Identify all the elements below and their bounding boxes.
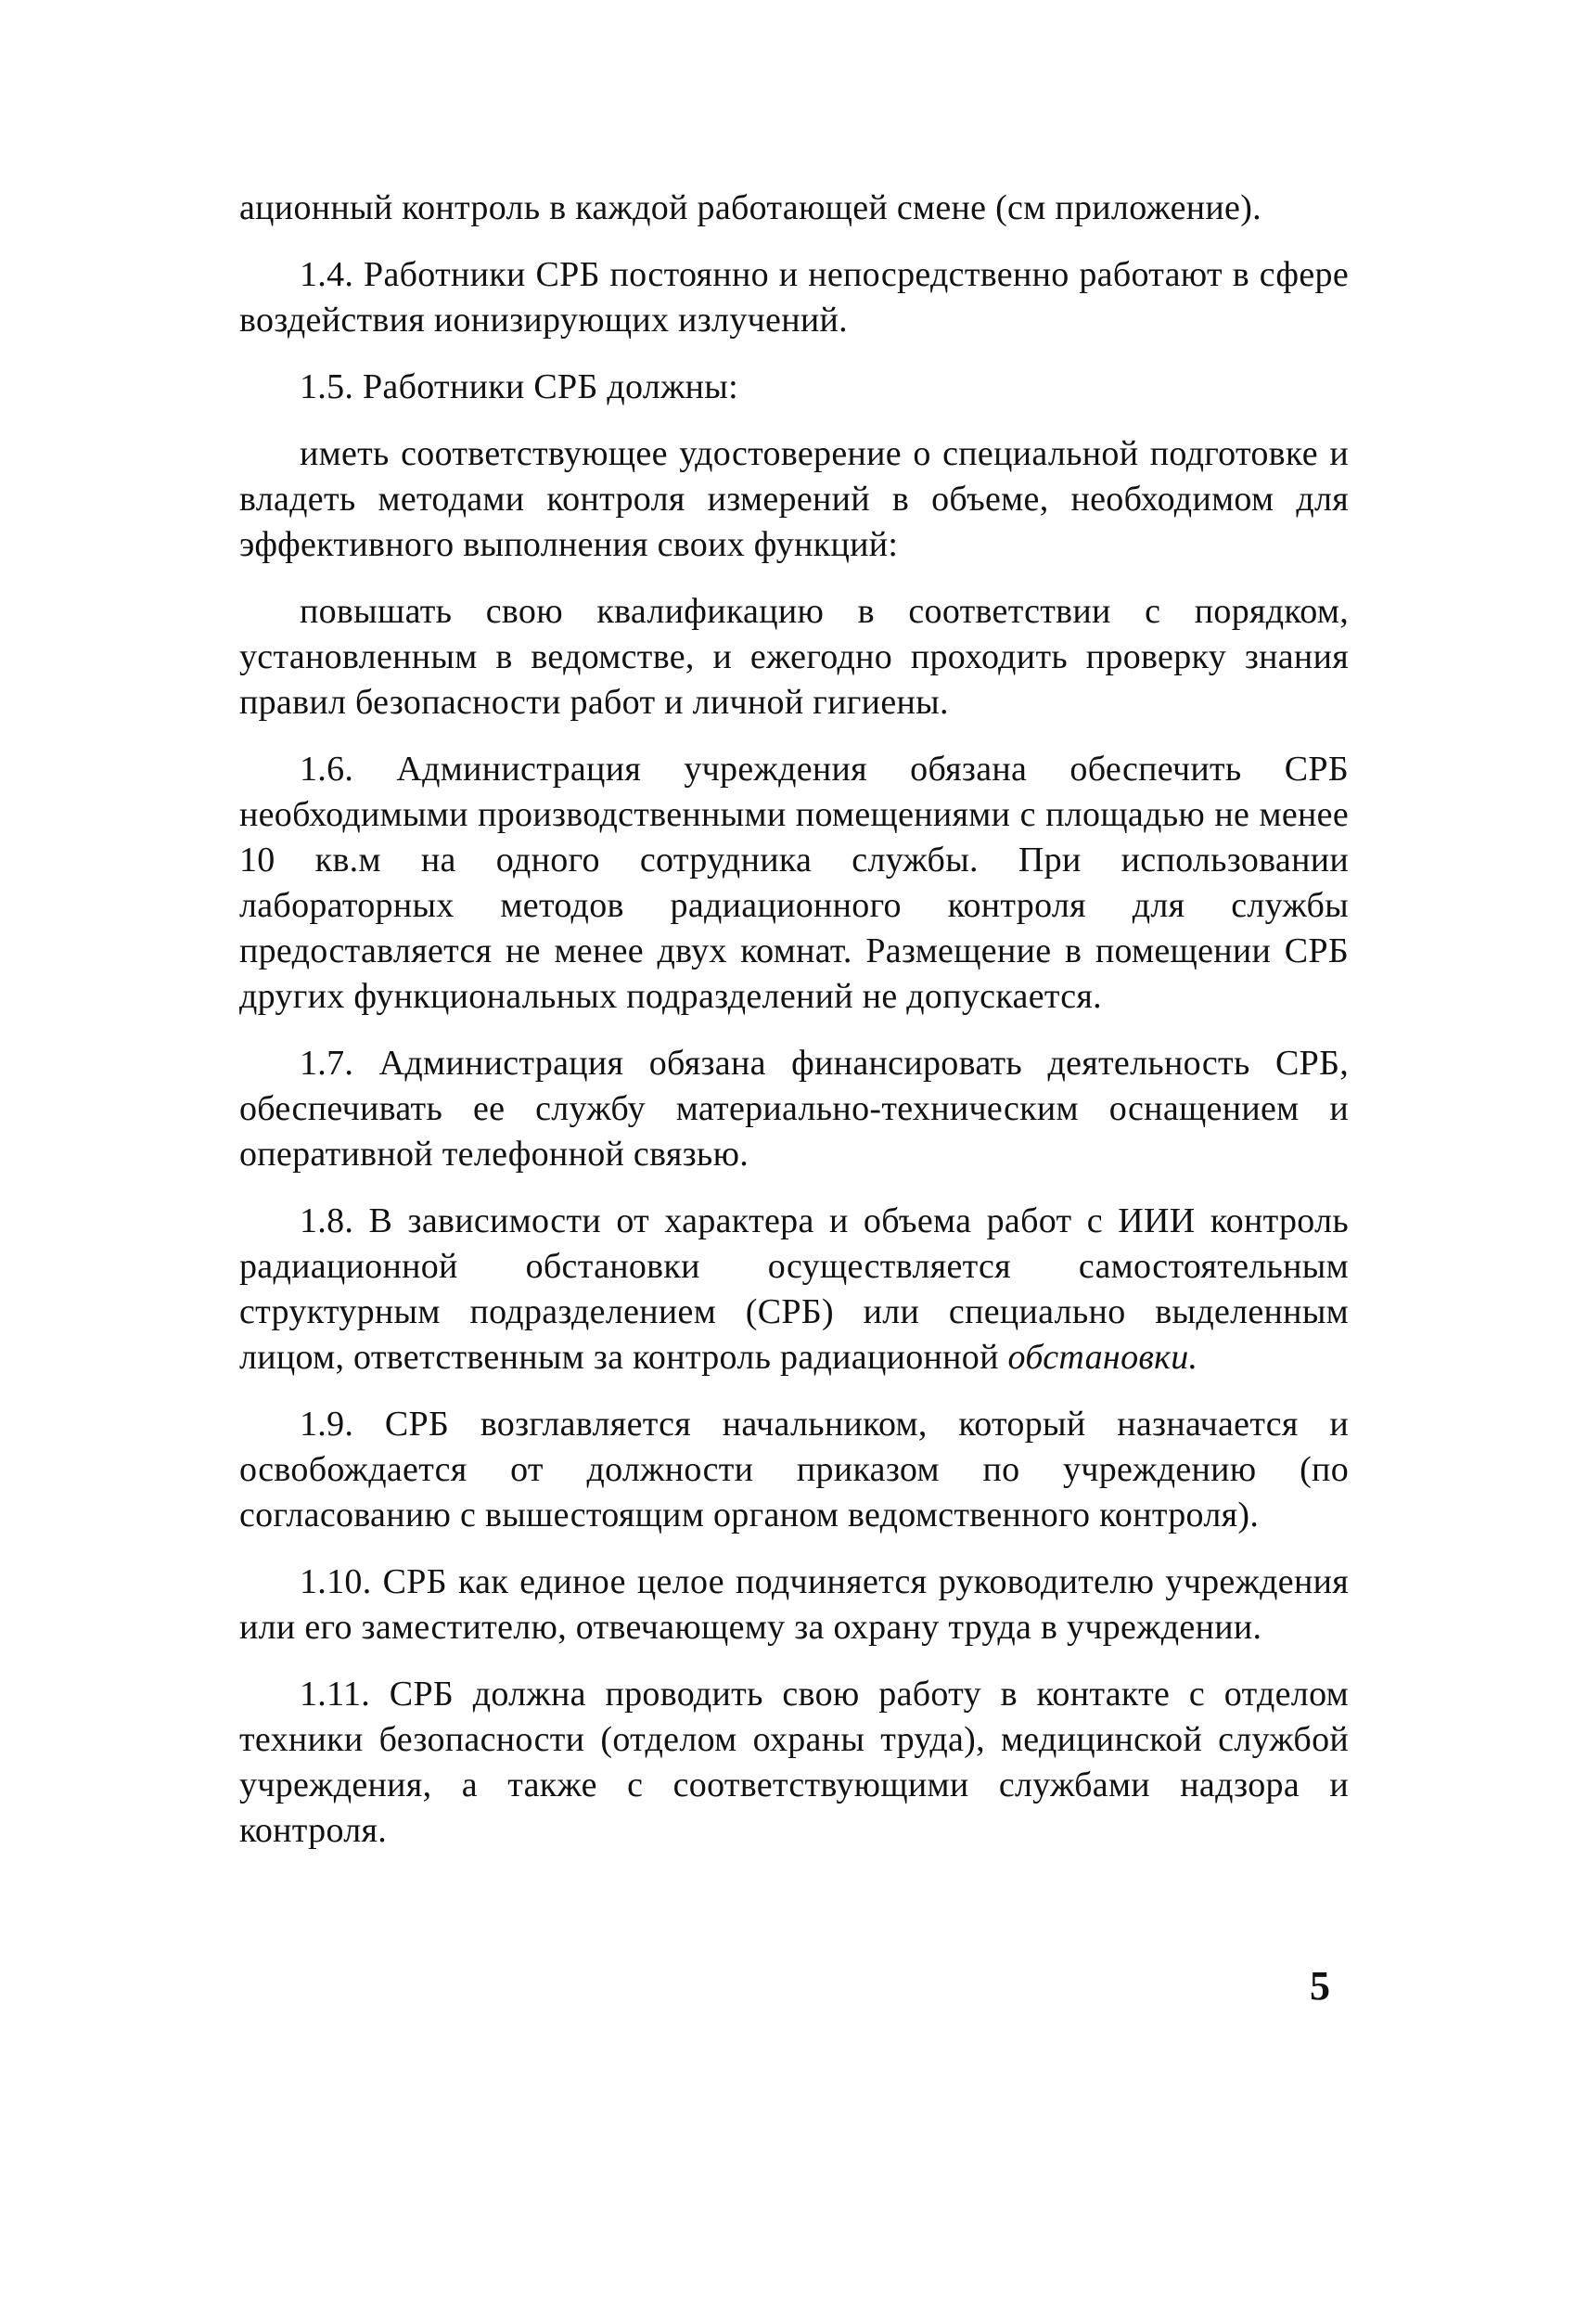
paragraph-1-6: 1.6. Администрация учреждения обязана обеспечить СРБ необходимыми производственными помещениями с площадью не менее 10 кв.м на одного сотрудника службы. При использовании лабораторных методов радиационного контроля для службы предоставляется не менее двух комнат. Размещение в помещении СРБ других функциональных подразделений не допускается. [239,750,1349,1016]
paragraph-1-5: 1.5. Работники СРБ должны: [300,367,738,406]
paragraph-1-11: 1.11. СРБ должна проводить свою работу в контакте с отделом техники безопасности (отделом охраны труда), медицинской службой учреждения, а также с соответствующими службами надзора и контроля. [239,1675,1349,1850]
paragraph-1-7: 1.7. Администрация обязана финансировать деятельность СРБ, обеспечивать ее службу материально-техническим оснащением и оперативной телефонной связью. [239,1044,1349,1174]
paragraph-1-5-item-2: повышать свою квалификацию в соответствии с порядком, установленным в ведомстве, и ежегодно проходить проверку знания правил безопасности работ и личной гигиены. [239,592,1349,722]
document-body [239,186,1349,1875]
paragraph-continuation: ационный контроль в каждой работающей смене (см приложение). [239,188,1261,227]
paragraph-1-8 [239,1199,1349,1380]
paragraph-1-5-item-1: иметь соответствующее удостоверение о специальной подготовке и владеть методами контроля измерений в объеме, необходимом для эффективного выполнения своих функций: [239,434,1349,564]
paragraph-1-8-text: 1.8. В зависимости от характера и объема работ с ИИИ контроль радиационной обстановки осуществляется самостоятельным структурным подразделением (СРБ) или специально выделенным лицом, ответственным за контроль радиационной [239,1201,1349,1377]
paragraph-1-10: 1.10. СРБ как единое целое подчиняется руководителю учреждения или его заместителю, отвечающему за охрану труда в учреждении. [239,1562,1349,1647]
paragraph-1-4: 1.4. Работники СРБ постоянно и непосредственно работают в сфере воздействия ионизирующих излучений. [239,255,1349,340]
page-number: 5 [1310,1963,1330,2009]
paragraph-1-9: 1.9. СРБ возглавляется начальником, который назначается и освобождается от должности приказом по учреждению (по согласованию с вышестоящим органом ведомственного контроля). [239,1405,1349,1534]
paragraph-1-8-italic-end: обстановки. [1007,1338,1198,1377]
